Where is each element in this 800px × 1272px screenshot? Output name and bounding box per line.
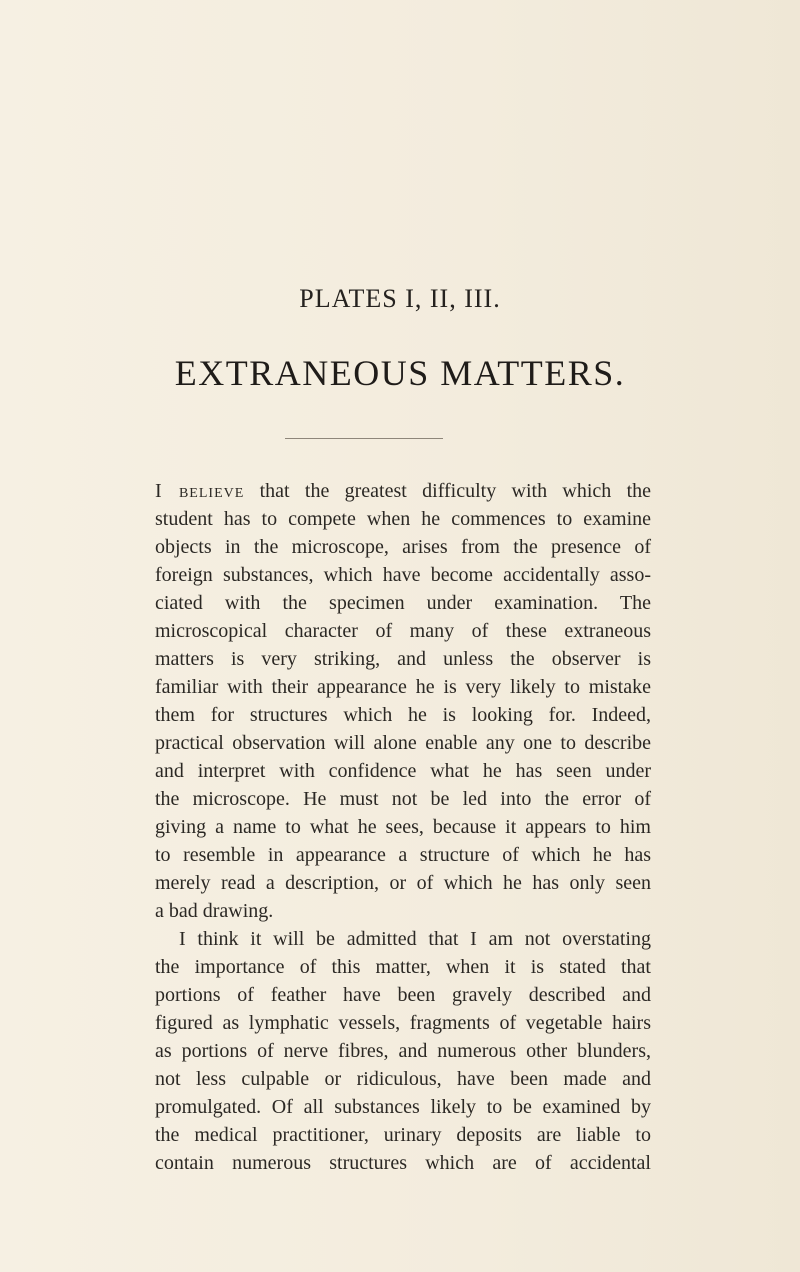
lead-word: I believe: [155, 480, 245, 502]
text-line: to resemble in appearance a structure of which he has: [155, 844, 651, 866]
text-line: [155, 477, 651, 505]
text-line: I think it will be admitted that I am not overstating: [179, 928, 651, 950]
text-line: the microscope. He must not be led into the error of: [155, 788, 651, 810]
text-line: contain numerous structures which are of accidental: [155, 1152, 651, 1174]
text-line: figured as lymphatic vessels, fragments of vegetable hairs: [155, 1012, 651, 1034]
text-line: practical observation will alone enable any one to describe: [155, 732, 651, 754]
text-line: matters is very striking, and unless the observer is: [155, 648, 651, 670]
text-line: a bad drawing.: [155, 900, 274, 922]
text-line: the importance of this matter, when it is stated that: [155, 956, 651, 978]
text-line: giving a name to what he sees, because it appears to him: [155, 816, 651, 838]
text-line: the medical practitioner, urinary deposits are liable to: [155, 1124, 651, 1146]
text-line: merely read a description, or of which he has only seen: [155, 872, 651, 894]
plates-heading: PLATES I, II, III.: [299, 284, 501, 313]
text-line: portions of feather have been gravely described and: [155, 984, 651, 1006]
text-line: foreign substances, which have become accidentally asso-: [155, 564, 651, 586]
body-text: [155, 477, 651, 1177]
text-line: student has to compete when he commences to examine: [155, 508, 651, 530]
text-line: ciated with the specimen under examination. The: [155, 592, 651, 614]
text-line: them for structures which he is looking for. Indeed,: [155, 704, 651, 726]
title-rule: [285, 438, 443, 439]
text-line: familiar with their appearance he is very likely to mistake: [155, 676, 651, 698]
text-line-content: that the greatest difficulty with which the: [244, 480, 651, 502]
text-line: not less culpable or ridiculous, have been made and: [155, 1068, 651, 1090]
chapter-title: EXTRANEOUS MATTERS.: [174, 353, 626, 393]
text-line: objects in the microscope, arises from the presence of: [155, 536, 651, 558]
text-line: as portions of nerve fibres, and numerous other blunders,: [155, 1040, 651, 1062]
text-line: and interpret with confidence what he has seen under: [155, 760, 651, 782]
text-line: microscopical character of many of these extraneous: [155, 620, 651, 642]
text-line: promulgated. Of all substances likely to be examined by: [155, 1096, 651, 1118]
